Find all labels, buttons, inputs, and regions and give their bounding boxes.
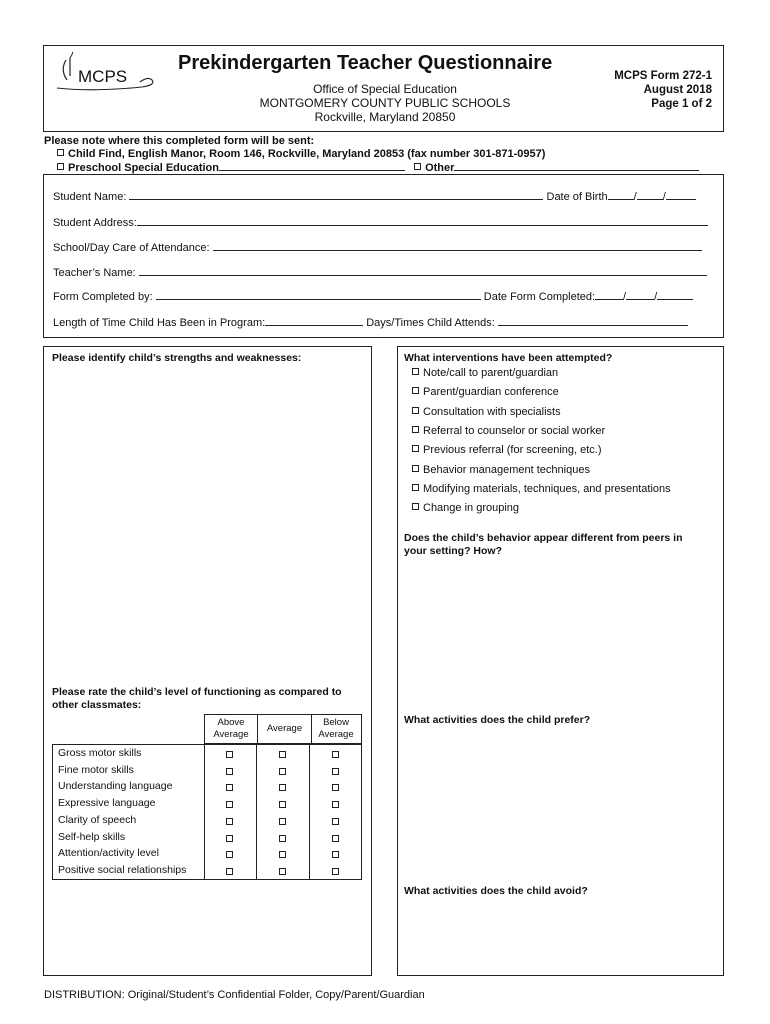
label: Date Form Completed: — [483, 291, 596, 303]
below-average-checkbox[interactable] — [332, 784, 339, 791]
label: Teacher’s Name: — [53, 267, 136, 279]
office-name: Office of Special Education — [313, 82, 457, 96]
average-checkbox[interactable] — [279, 835, 286, 842]
strengths-question: Please identify child’s strengths and weaknesses: — [52, 352, 302, 364]
intervention-item[interactable] — [412, 425, 605, 437]
interventions-question: What interventions have been attempted? — [404, 352, 613, 364]
length-field[interactable] — [265, 315, 363, 326]
header-text: Average — [213, 729, 249, 740]
table-row — [53, 746, 361, 763]
slash: / — [623, 291, 627, 303]
header-text: Average — [318, 729, 354, 740]
label: Student Address: — [53, 217, 137, 229]
average-checkbox[interactable] — [279, 868, 286, 875]
skill-label: Attention/activity level — [58, 847, 159, 860]
header-text: Below — [323, 717, 349, 728]
label: Student Name: — [53, 191, 127, 203]
header-text: Average — [266, 723, 303, 734]
skill-label: Self-help skills — [58, 830, 126, 843]
address-row — [53, 215, 708, 229]
average-checkbox[interactable] — [279, 768, 286, 775]
student-name-field[interactable] — [129, 189, 543, 200]
send-to-heading: Please note where this completed form will be sent: — [44, 135, 315, 147]
skill-label: Expressive language — [58, 797, 156, 810]
skill-label: Fine motor skills — [58, 763, 134, 776]
label: School/Day Care of Attendance: — [53, 242, 210, 254]
completed-by-row — [53, 289, 693, 303]
page-number: Page 1 of 2 — [651, 98, 712, 110]
average-checkbox[interactable] — [279, 784, 286, 791]
below-average-checkbox[interactable] — [332, 818, 339, 825]
mcps-logo — [52, 52, 162, 98]
intervention-label: Modifying materials, techniques, and presentations — [423, 482, 671, 495]
option-label: Preschool Special Education — [68, 162, 219, 174]
intervention-label: Note/call to parent/guardian — [423, 367, 559, 379]
distribution-footer: DISTRIBUTION: Original/Student’s Confidential Folder, Copy/Parent/Guardian — [44, 989, 425, 1001]
form-number: MCPS Form 272-1 — [614, 70, 712, 82]
address-field[interactable] — [137, 215, 708, 226]
intervention-label: Previous referral (for screening, etc.) — [423, 444, 602, 457]
table-row — [53, 796, 361, 813]
intervention-label: Consultation with specialists — [423, 405, 561, 418]
completed-day[interactable] — [626, 289, 654, 300]
checkbox[interactable] — [57, 163, 64, 170]
label: Form Completed by: — [53, 291, 153, 303]
intervention-item[interactable] — [412, 502, 519, 514]
teacher-row — [53, 265, 707, 279]
completed-by-field[interactable] — [156, 289, 481, 300]
svg-text:MCPS: MCPS — [78, 67, 128, 86]
above-average-checkbox[interactable] — [226, 851, 233, 858]
below-average-checkbox[interactable] — [332, 835, 339, 842]
district-name: MONTGOMERY COUNTY PUBLIC SCHOOLS — [259, 96, 511, 110]
skill-label: Positive social relationships — [58, 863, 187, 876]
above-average-checkbox[interactable] — [226, 835, 233, 842]
rate-question-line1: Please rate the child’s level of functioning as compared to — [52, 686, 342, 698]
left-panel[interactable] — [43, 346, 372, 976]
checkbox[interactable] — [412, 503, 419, 510]
below-average-checkbox[interactable] — [332, 801, 339, 808]
checkbox[interactable] — [57, 149, 64, 156]
intervention-item[interactable] — [412, 444, 602, 456]
intervention-item[interactable] — [412, 406, 561, 418]
below-average-checkbox[interactable] — [332, 751, 339, 758]
rating-column-headers — [204, 714, 362, 744]
checkbox[interactable] — [412, 407, 419, 414]
checkbox[interactable] — [414, 163, 421, 170]
form-date: August 2018 — [643, 84, 712, 96]
intervention-item[interactable] — [412, 483, 671, 495]
table-row — [53, 779, 361, 796]
col-average — [257, 715, 312, 743]
page-title: Prekindergarten Teacher Questionnaire — [178, 52, 553, 74]
above-average-checkbox[interactable] — [226, 801, 233, 808]
teacher-field[interactable] — [139, 265, 707, 276]
below-average-checkbox[interactable] — [332, 868, 339, 875]
col-below-average — [310, 717, 362, 741]
label: Days/Times Child Attends: — [366, 317, 495, 329]
city-address: Rockville, Maryland 20850 — [314, 110, 456, 124]
send-option-preschool[interactable] — [57, 160, 699, 174]
below-average-checkbox[interactable] — [332, 768, 339, 775]
days-times-field[interactable] — [498, 315, 688, 326]
checkbox[interactable] — [412, 368, 419, 375]
completed-month[interactable] — [595, 289, 623, 300]
option-label: Child Find, English Manor, Room 146, Rockville, Maryland 20853 (fax number 301-871-0957) — [68, 148, 546, 160]
header-text: Above — [217, 717, 245, 728]
option-label: Other — [425, 162, 455, 174]
checkbox[interactable] — [412, 426, 419, 433]
checkbox[interactable] — [412, 484, 419, 491]
behavior-question-line2: your setting? How? — [404, 545, 502, 557]
dob-year[interactable] — [666, 189, 696, 200]
table-row — [53, 830, 361, 847]
student-name-row — [53, 189, 696, 203]
above-average-checkbox[interactable] — [226, 784, 233, 791]
slash: / — [662, 191, 666, 203]
skill-label: Understanding language — [58, 780, 173, 793]
above-average-checkbox[interactable] — [226, 868, 233, 875]
table-row — [53, 813, 361, 830]
send-option-child-find[interactable] — [57, 148, 545, 160]
rating-table — [52, 744, 362, 880]
skill-label: Gross motor skills — [58, 747, 142, 759]
average-checkbox[interactable] — [279, 818, 286, 825]
intervention-item[interactable] — [412, 386, 559, 398]
rate-question-line2: other classmates: — [52, 699, 142, 711]
behavior-question-line1: Does the child’s behavior appear different from peers in — [404, 532, 683, 544]
intervention-item[interactable] — [412, 464, 590, 476]
length-row — [53, 315, 688, 329]
intervention-label: Referral to counselor or social worker — [423, 424, 606, 437]
avoid-question: What activities does the child avoid? — [404, 885, 588, 897]
skill-label: Clarity of speech — [58, 813, 137, 826]
intervention-item[interactable] — [412, 367, 558, 379]
checkbox[interactable] — [412, 445, 419, 452]
above-average-checkbox[interactable] — [226, 751, 233, 758]
school-row — [53, 240, 702, 254]
school-field[interactable] — [213, 240, 702, 251]
dob-month[interactable] — [608, 189, 634, 200]
preschool-line[interactable] — [219, 160, 405, 171]
above-average-checkbox[interactable] — [226, 818, 233, 825]
prefer-question: What activities does the child prefer? — [404, 714, 591, 726]
label: Length of Time Child Has Been in Program: — [53, 317, 266, 329]
intervention-label: Parent/guardian conference — [423, 386, 559, 399]
intervention-label: Change in grouping — [423, 502, 520, 515]
average-checkbox[interactable] — [279, 851, 286, 858]
intervention-label: Behavior management techniques — [423, 463, 590, 476]
table-row — [53, 863, 361, 880]
col-above-average — [205, 717, 257, 741]
table-row — [53, 846, 361, 863]
slash: / — [654, 291, 658, 303]
checkbox[interactable] — [412, 387, 419, 394]
slash: / — [633, 191, 637, 203]
right-panel[interactable] — [397, 346, 724, 976]
average-checkbox[interactable] — [279, 801, 286, 808]
checkbox[interactable] — [412, 465, 419, 472]
completed-year[interactable] — [657, 289, 693, 300]
above-average-checkbox[interactable] — [226, 768, 233, 775]
label: Date of Birth — [546, 191, 608, 203]
other-line[interactable] — [454, 160, 699, 171]
below-average-checkbox[interactable] — [332, 851, 339, 858]
dob-day[interactable] — [637, 189, 663, 200]
average-checkbox[interactable] — [279, 751, 286, 758]
table-row — [53, 763, 361, 780]
